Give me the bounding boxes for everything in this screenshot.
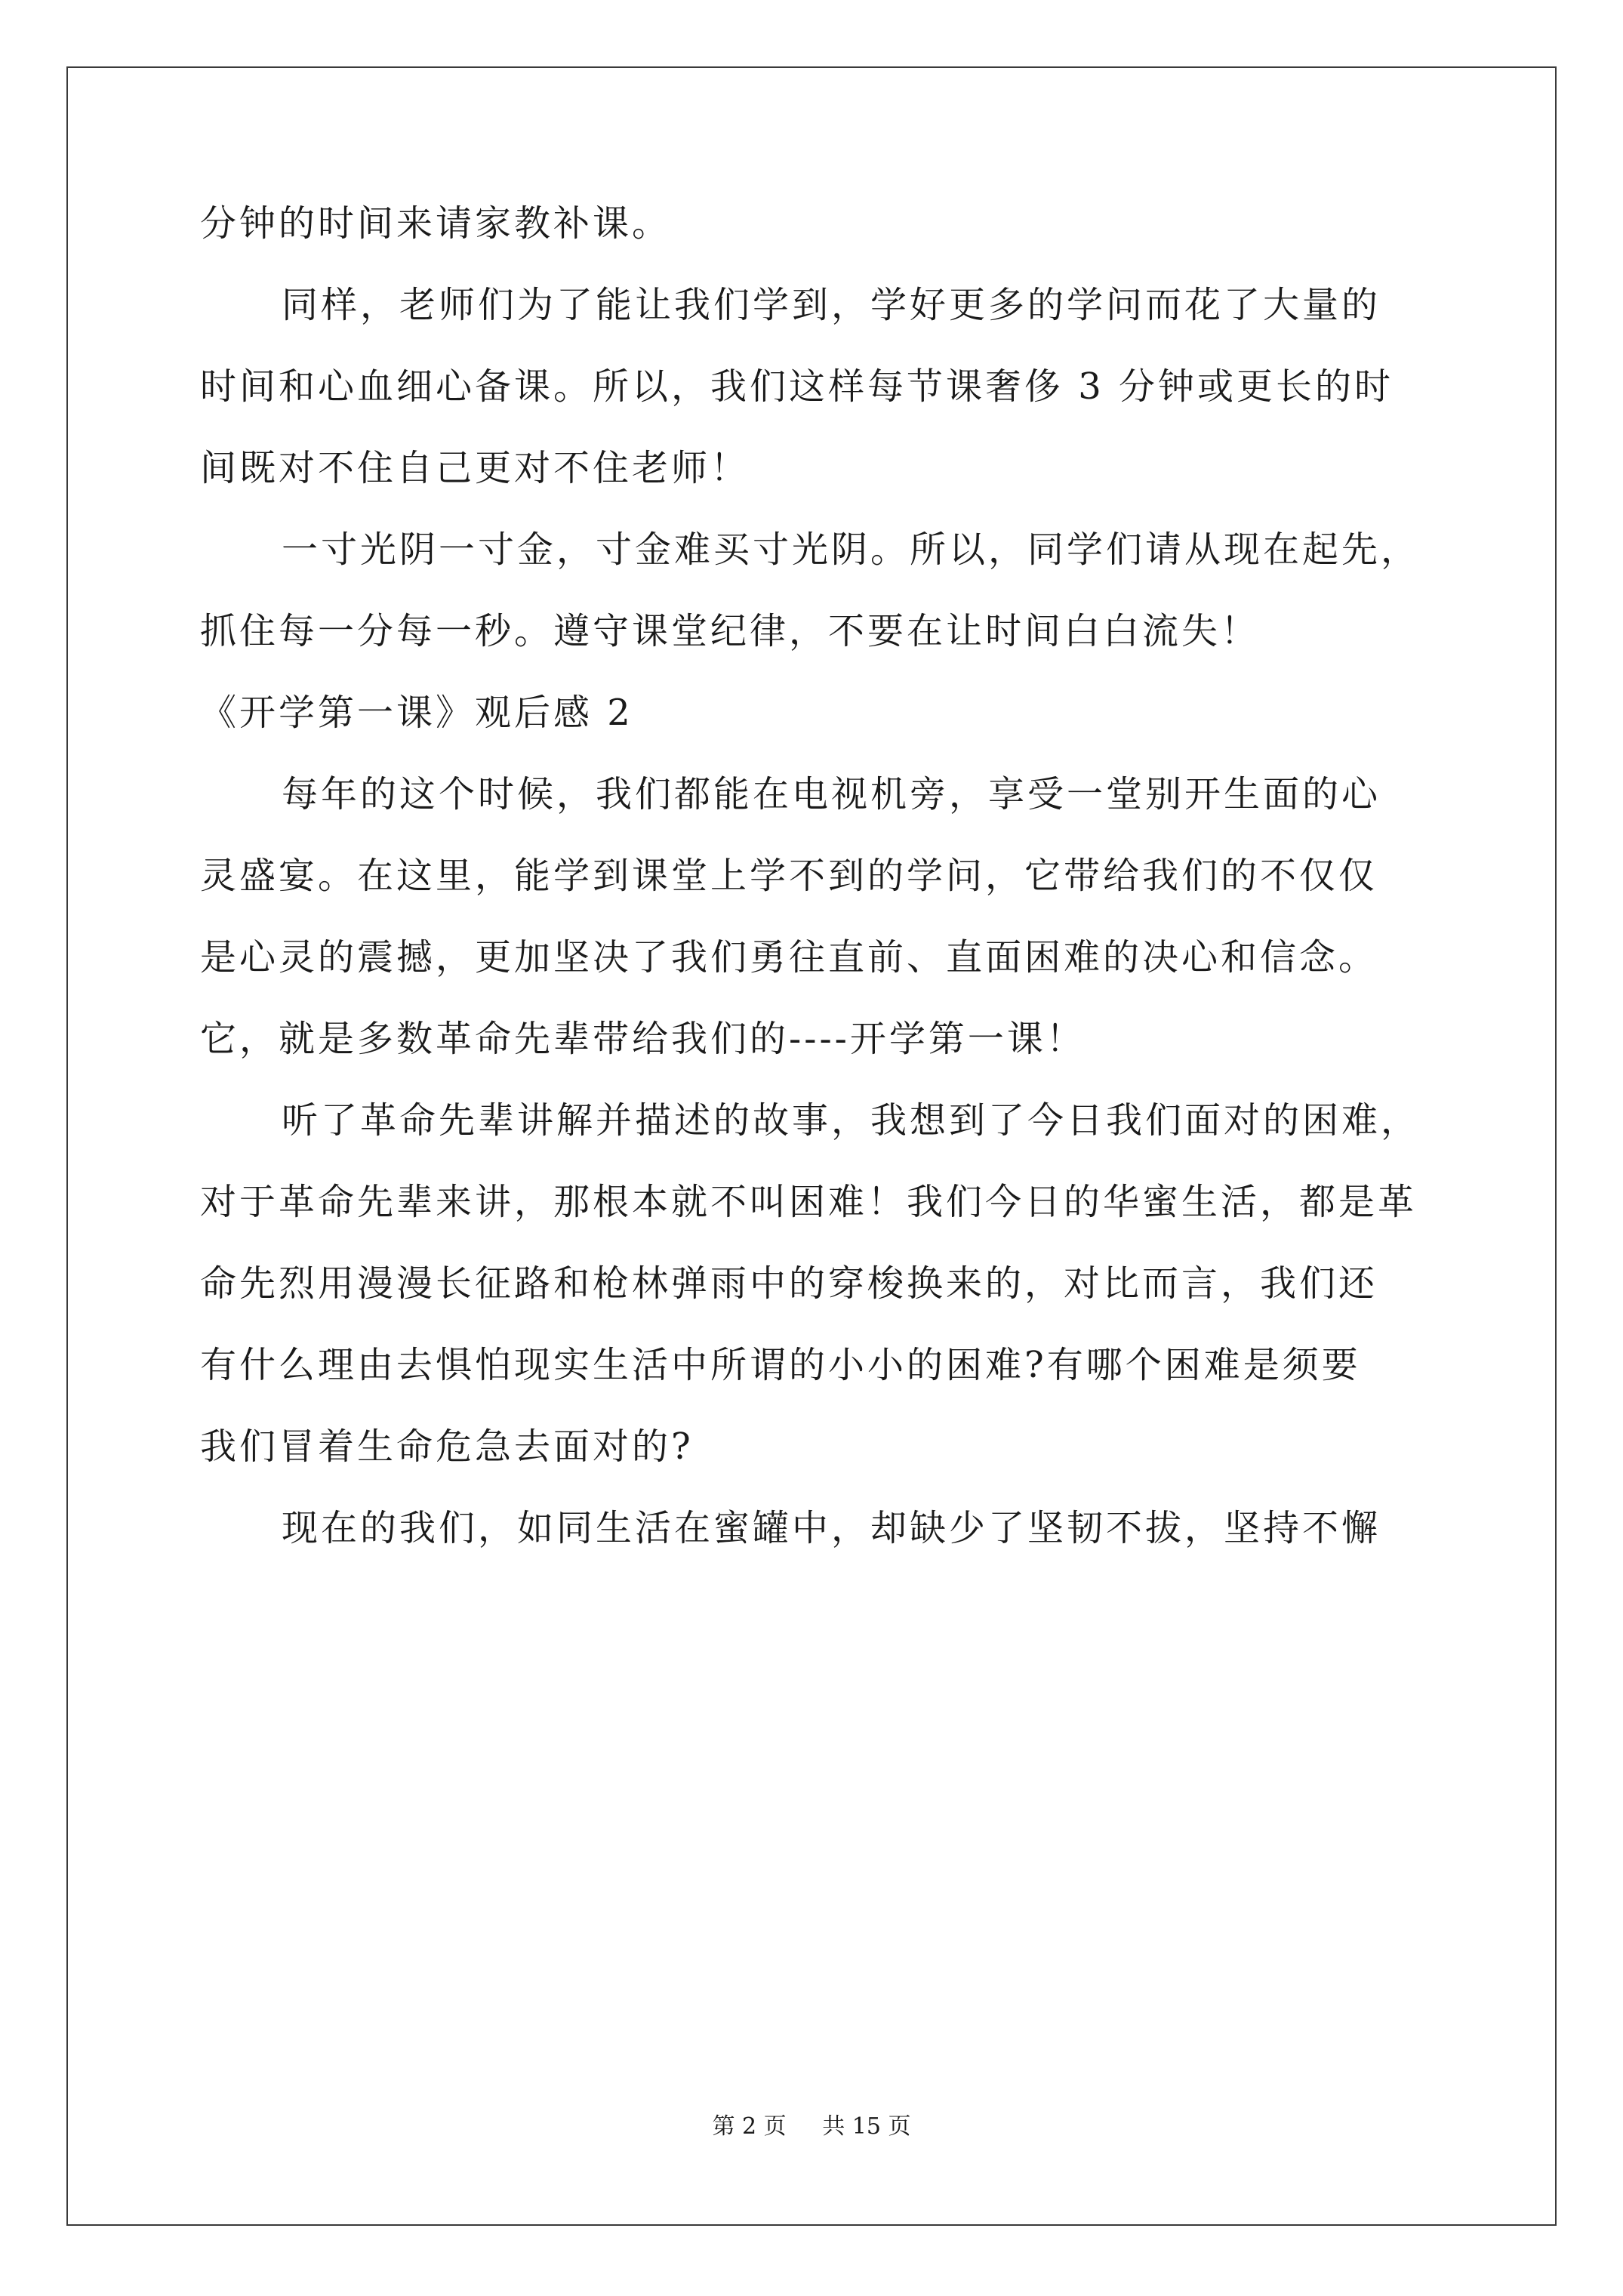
body-line: 我们冒着生命危急去面对的?	[200, 1425, 694, 1468]
page-footer	[0, 2112, 1623, 2142]
body-line: 命先烈用漫漫长征路和枪林弹雨中的穿梭换来的，对比而言，我们还	[200, 1262, 1378, 1305]
body-line: 时间和心血细心备课。所以，我们这样每节课奢侈 3 分钟或更长的时	[200, 365, 1394, 408]
section-heading: 《开学第一课》观后感 2	[200, 692, 633, 734]
body-line: 听了革命先辈讲解并描述的故事，我想到了今日我们面对的困难，	[282, 1099, 1421, 1142]
body-line: 它，就是多数革命先辈带给我们的----开学第一课！	[200, 1018, 1086, 1060]
body-line: 有什么理由去惧怕现实生活中所谓的小小的困难?有哪个困难是须要	[200, 1344, 1361, 1386]
page-total: 共 15 页	[822, 2113, 911, 2140]
body-line: 灵盛宴。在这里，能学到课堂上学不到的学问，它带给我们的不仅仅	[200, 855, 1378, 897]
body-line: 对于革命先辈来讲，那根本就不叫困难！我们今日的华蜜生活，都是革	[200, 1181, 1418, 1223]
body-line: 间既对不住自己更对不住老师！	[200, 447, 750, 489]
body-line: 同样，老师们为了能让我们学到，学好更多的学问而花了大量的	[282, 284, 1381, 326]
body-line: 抓住每一分每一秒。遵守课堂纪律，不要在让时间白白流失！	[200, 610, 1261, 652]
body-line: 分钟的时间来请家教补课。	[200, 202, 672, 245]
body-line: 一寸光阴一寸金，寸金难买寸光阴。所以，同学们请从现在起先，	[282, 529, 1421, 571]
body-line: 每年的这个时候，我们都能在电视机旁，享受一堂别开生面的心	[282, 773, 1381, 815]
page-number: 第 2 页	[712, 2113, 787, 2140]
document-body	[200, 183, 1446, 1569]
body-line: 是心灵的震撼，更加坚决了我们勇往直前、直面困难的决心和信念。	[200, 936, 1378, 978]
body-line: 现在的我们，如同生活在蜜罐中，却缺少了坚韧不拔，坚持不懈	[282, 1507, 1381, 1549]
